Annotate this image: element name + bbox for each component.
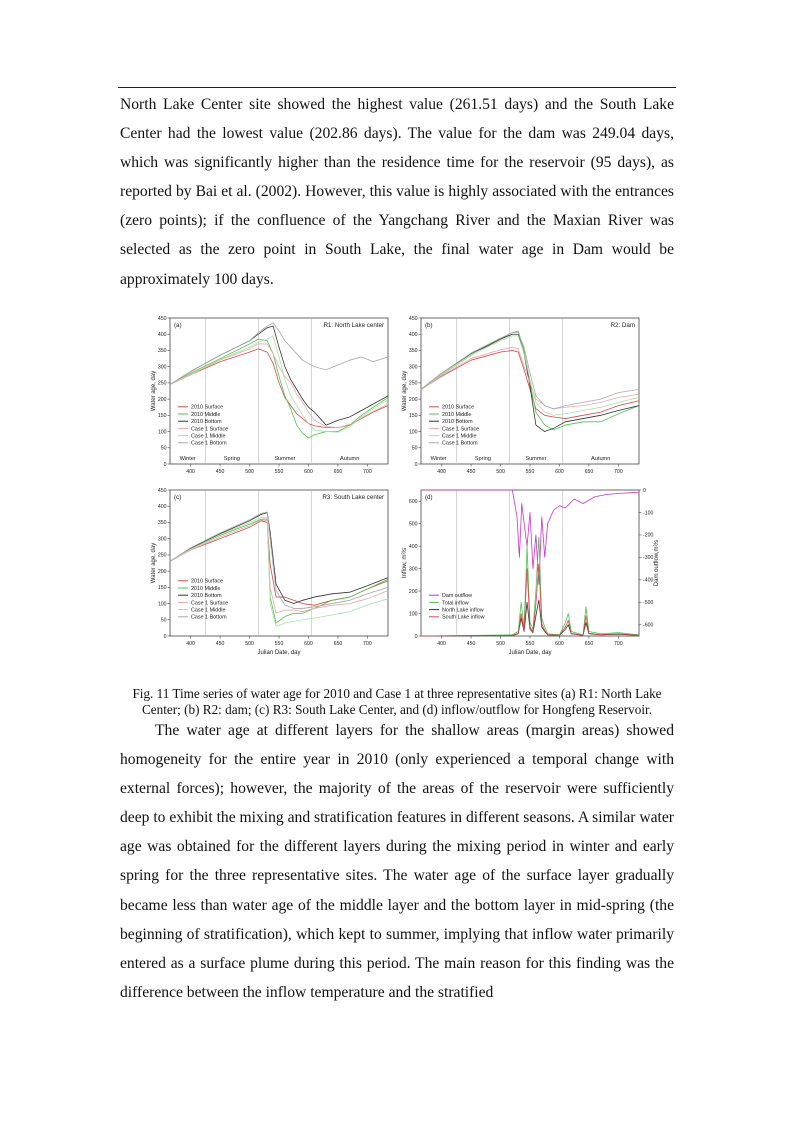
- legend-label: Case 1 Middle: [191, 433, 226, 440]
- x-axis-label: Julian Date, day: [508, 650, 552, 656]
- x-tick-label: 700: [614, 641, 623, 647]
- legend-label: South Lake inflow: [442, 614, 485, 621]
- legend-label: 2010 Bottom: [191, 593, 222, 600]
- season-label: Summer: [525, 456, 547, 462]
- x-tick-label: 600: [555, 469, 564, 475]
- x-tick-label: 550: [274, 469, 284, 475]
- y-tick-label: 300: [408, 566, 418, 573]
- y-tick-label: 400: [157, 332, 167, 339]
- season-label: Autumn: [340, 456, 360, 462]
- x-tick-label: 500: [496, 469, 505, 475]
- legend-label: Case 1 Surface: [191, 426, 229, 433]
- y-tick-label: 200: [157, 568, 167, 575]
- y2-tick-label: -600: [643, 622, 654, 629]
- y-tick-label: 0: [163, 461, 167, 468]
- y-tick-label: 300: [408, 364, 418, 371]
- y-tick-label: 100: [408, 429, 418, 436]
- y-tick-label: 400: [408, 332, 418, 339]
- season-label: Autumn: [591, 456, 611, 462]
- y2-tick-label: -200: [643, 532, 654, 539]
- y2-axis-label: Dam outflow,m³/s: [654, 539, 660, 587]
- y-tick-label: 200: [157, 396, 167, 403]
- y2-tick-label: -400: [643, 577, 654, 584]
- y-axis-label: Water age, day: [151, 542, 157, 584]
- chart-panel-4: [402, 488, 660, 656]
- y-tick-label: 250: [157, 380, 167, 387]
- y-tick-label: 150: [157, 413, 167, 420]
- x-tick-label: 550: [525, 469, 535, 475]
- x-tick-label: 500: [245, 469, 254, 475]
- body-paragraph-2: The water age at different layers for the shallow areas (margin areas) showed homogeneity for the entire year in 2010 (only experienced a temporal change with external forces); however, the majority of the areas of the reservoir were sufficiently deep to exhibit the mixing and stratification features in different seasons. A similar water age was obtained for the different layers during the mixing period in winter and early spring for the three representative sites. The water age of the surface layer gradually became less than water age of the middle layer and the bottom layer in mid-spring (the beginning of stratification), which kept to summer, implying that inflow water primarily entered as a surface plume during this period. The main reason for this finding was the difference between the inflow temperature and the stratified: [120, 722, 675, 1001]
- x-tick-label: 700: [363, 469, 372, 475]
- x-tick-label: 450: [466, 641, 476, 647]
- y-tick-label: 350: [408, 348, 418, 355]
- y-tick-label: 450: [408, 315, 418, 322]
- panel-label: (c): [174, 494, 182, 501]
- season-label: Summer: [274, 456, 296, 462]
- header-rule: [118, 87, 676, 88]
- x-tick-label: 400: [437, 469, 446, 475]
- y-axis-label: Water age, day: [402, 370, 408, 412]
- y-tick-label: 100: [157, 429, 167, 436]
- y-axis-label: Water age, day: [151, 370, 157, 412]
- y-tick-label: 0: [414, 633, 418, 640]
- legend-label: Case 1 Middle: [442, 433, 477, 440]
- legend-label: Case 1 Bottom: [191, 614, 227, 621]
- x-tick-label: 700: [614, 469, 623, 475]
- x-tick-label: 650: [584, 641, 594, 647]
- y-tick-label: 600: [408, 499, 418, 506]
- figure-caption: Fig. 11 Time series of water age for 2010 and Case 1 at three representative sites (a) R1: North Lake Center; (b) R2: dam; (c) R3: South Lake Center, and (d) inflow/outflow for Hongfeng Reservoir.: [132, 686, 662, 717]
- legend-label: Case 1 Surface: [442, 426, 480, 433]
- chart-panel-1: [151, 316, 388, 475]
- legend-label: 2010 Middle: [191, 411, 221, 418]
- y-tick-label: 150: [157, 585, 167, 592]
- x-tick-label: 600: [304, 641, 313, 647]
- y-tick-label: 350: [157, 520, 167, 527]
- legend-label: Case 1 Bottom: [442, 440, 478, 447]
- y-tick-label: 100: [157, 601, 167, 608]
- chart-panel-2: [402, 316, 639, 475]
- legend-label: 2010 Surface: [442, 404, 475, 411]
- y-tick-label: 150: [408, 413, 418, 420]
- legend-label: 2010 Middle: [191, 585, 221, 592]
- x-tick-label: 650: [584, 469, 594, 475]
- x-tick-label: 650: [333, 641, 343, 647]
- panel-title: R1: North Lake center: [323, 322, 384, 329]
- legend-label: Dam outflow: [442, 593, 472, 600]
- legend-label: 2010 Bottom: [191, 419, 222, 426]
- x-tick-label: 400: [437, 641, 446, 647]
- x-tick-label: 450: [466, 469, 476, 475]
- legend-label: 2010 Bottom: [442, 419, 473, 426]
- y-tick-label: 500: [408, 521, 418, 528]
- y2-tick-label: -100: [643, 510, 654, 517]
- x-tick-label: 400: [186, 469, 195, 475]
- y-tick-label: 400: [408, 543, 418, 550]
- x-axis-label: Julian Date, day: [257, 650, 301, 656]
- y-tick-label: 200: [408, 396, 418, 403]
- season-label: Winter: [179, 456, 196, 462]
- y-tick-label: 100: [408, 611, 418, 618]
- x-tick-label: 450: [215, 469, 225, 475]
- y-tick-label: 300: [157, 364, 167, 371]
- y-tick-label: 400: [157, 504, 167, 511]
- y-tick-label: 50: [160, 445, 167, 452]
- season-label: Spring: [474, 456, 491, 462]
- panel-label: (d): [425, 494, 433, 501]
- legend-label: Case 1 Middle: [191, 607, 226, 614]
- x-tick-label: 450: [215, 641, 225, 647]
- panel-label: (b): [425, 322, 433, 329]
- x-tick-label: 600: [304, 469, 313, 475]
- legend-label: North Lake inflow: [442, 607, 484, 614]
- x-tick-label: 550: [274, 641, 284, 647]
- legend-label: Case 1 Bottom: [191, 440, 227, 447]
- body-paragraph-1: North Lake Center site showed the highest value (261.51 days) and the South Lake Center had the lowest value (202.86 days). The value for the dam was 249.04 days, which was significantly higher than the residence time for the reservoir (95 days), as reported by Bai et al. (2002). However, this value is highly associated with the entrances (zero points); if the confluence of the Yangchang River and the Maxian River was selected as the zero point in South Lake, the final water age in Dam would be approximately 100 days.: [120, 96, 674, 288]
- legend-label: 2010 Middle: [442, 411, 472, 418]
- x-tick-label: 700: [363, 641, 372, 647]
- y-tick-label: 450: [157, 315, 167, 322]
- figure-11: [150, 310, 660, 662]
- y-tick-label: 50: [411, 445, 418, 452]
- legend-label: 2010 Surface: [191, 578, 224, 585]
- y-tick-label: 0: [414, 461, 418, 468]
- y2-tick-label: 0: [643, 487, 646, 494]
- x-tick-label: 500: [245, 641, 254, 647]
- y-tick-label: 300: [157, 536, 167, 543]
- y-tick-label: 200: [408, 588, 418, 595]
- legend-label: 2010 Surface: [191, 404, 224, 411]
- panel-title: R2: Dam: [610, 322, 635, 329]
- x-tick-label: 550: [525, 641, 535, 647]
- x-tick-label: 400: [186, 641, 195, 647]
- panel-title: R3: South Lake center: [322, 494, 384, 501]
- season-label: Spring: [223, 456, 240, 462]
- x-tick-label: 650: [333, 469, 343, 475]
- x-tick-label: 600: [555, 641, 564, 647]
- y2-tick-label: -300: [643, 555, 654, 562]
- y-tick-label: 250: [157, 552, 167, 559]
- y-tick-label: 50: [160, 617, 167, 624]
- y-axis-label: Inflow, m³/s: [402, 547, 408, 579]
- legend-label: Total inflow: [442, 600, 469, 607]
- y-tick-label: 250: [408, 380, 418, 387]
- y-tick-label: 350: [157, 348, 167, 355]
- y2-tick-label: -500: [643, 600, 654, 607]
- season-label: Winter: [430, 456, 447, 462]
- y-tick-label: 450: [157, 487, 167, 494]
- panel-label: (a): [174, 322, 182, 329]
- y-tick-label: 0: [163, 633, 167, 640]
- x-tick-label: 500: [496, 641, 505, 647]
- legend-label: Case 1 Surface: [191, 600, 229, 607]
- chart-panel-3: [151, 488, 388, 656]
